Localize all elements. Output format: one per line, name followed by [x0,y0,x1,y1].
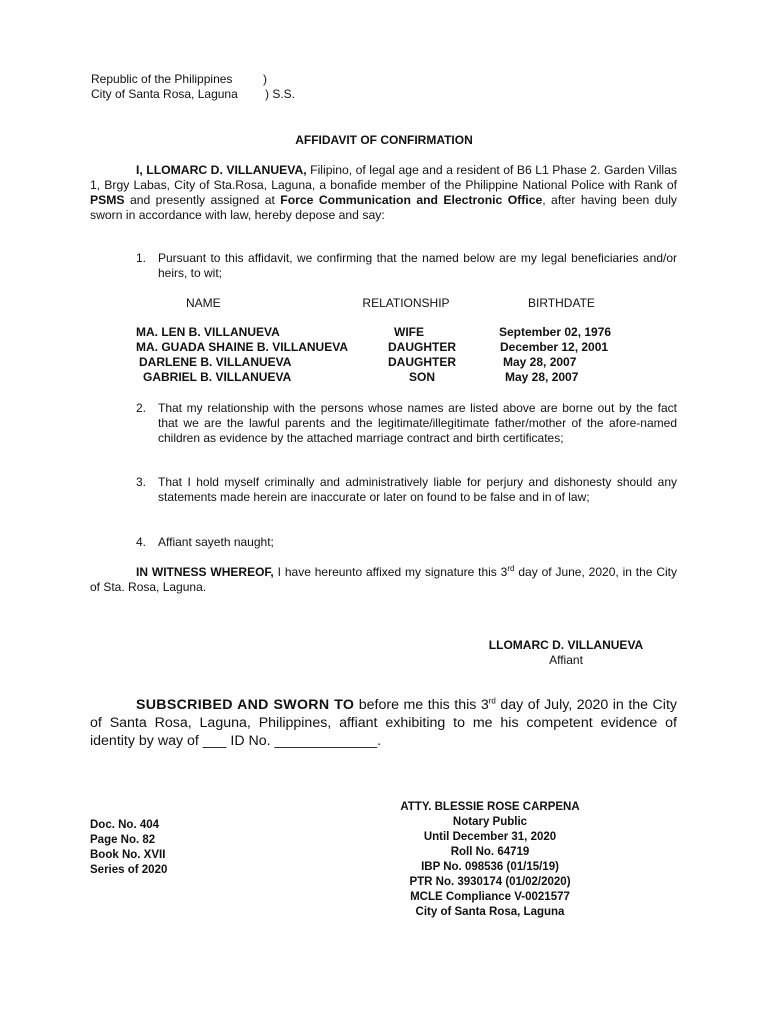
intro-text: Filipino, of legal age and a resident of B6 L1 Phase 2. Garden Villas 1, Brgy Labas, City of Sta.Rosa, Laguna, a bonafide member of the Philippine National Police with Rank of [90,163,677,192]
notary-name: ATTY. BLESSIE ROSE CARPENA [400,801,580,813]
venue-country: Republic of the Philippines [91,72,233,86]
witness-text: I have hereunto affixed my signature this 3 [273,565,508,579]
beneficiary-relationship: DAUGHTER [388,340,456,354]
beneficiary-birthdate: May 28, 2007 [503,355,577,369]
notary-city: City of Santa Rosa, Laguna [415,906,565,918]
affiant-name: LLOMARC D. VILLANUEVA [488,638,644,652]
notary-ibp: IBP No. 098536 (01/15/19) [421,861,559,873]
page-number: Page No. 82 [90,834,156,846]
beneficiaries-table [0,325,768,389]
list-item [136,251,677,281]
affiant-name-lead: I, LLOMARC D. VILLANUEVA, [136,163,307,177]
beneficiary-name: DARLENE B. VILLANUEVA [139,355,292,369]
intro-text: and presently assigned at [124,193,281,207]
item-text: That my relationship with the persons whose names are listed above are borne out by the fact that we are the lawful parents and the legitimate/illegitimate father/mother of the afore-named children as evidence by the attached marriage contract and birth certificates; [158,401,677,445]
jurat-text: before me this this 3 [354,697,489,713]
item-number: 2. [136,401,147,415]
venue-ss: ) S.S. [265,87,296,101]
jurat-text: ID No. [226,733,275,749]
beneficiary-relationship: WIFE [394,325,424,339]
venue-block [91,72,295,102]
item-text: That I hold myself criminally and administratively liable for perjury and dishonesty should any statements made herein are inaccurate or later on found to be false and in of law; [158,475,677,504]
witness-text: day of June, 2020, in the City of Sta. Rosa, Laguna. [90,565,678,594]
item-text: Affiant sayeth naught; [158,535,274,549]
beneficiary-relationship: DAUGHTER [388,355,456,369]
item-number: 4. [136,535,147,549]
header-name: NAME [186,296,221,310]
list-item [136,401,677,446]
header-birthdate: BIRTHDATE [528,296,595,310]
book-number: Book No. XVII [90,849,166,861]
jurat-ordinal: rd [488,696,496,706]
document-title: AFFIDAVIT OF CONFIRMATION [295,133,473,147]
notary-roll: Roll No. 64719 [450,846,530,858]
list-item [136,475,677,505]
id-number-blank: _____________ [274,733,378,749]
beneficiary-birthdate: September 02, 1976 [499,325,612,339]
office-text: Force Communication and Electronic Office [280,193,543,207]
notary-ptr: PTR No. 3930174 (01/02/2020) [409,876,571,888]
affiant-label: Affiant [549,653,583,667]
witness-lead: IN WITNESS WHEREOF, [136,565,274,579]
jurat-lead: SUBSCRIBED AND SWORN TO [136,697,355,713]
item-number: 1. [136,251,147,265]
beneficiary-relationship: SON [408,370,435,384]
jurat-text: day of July, 2020 in the City of Santa Rosa, Laguna, Philippines, affiant exhibiting to me his competent evidence of identity by way of [90,697,677,749]
witness-ordinal: rd [507,564,515,573]
document-info [90,818,167,878]
affiant-signature-block [481,638,651,668]
series-year: Series of 2020 [90,864,168,876]
beneficiary-birthdate: May 28, 2007 [505,370,579,384]
notary-commission: Until December 31, 2020 [423,831,557,843]
venue-bracket: ) [263,72,267,86]
notary-title: Notary Public [452,816,528,828]
beneficiary-name: MA. LEN B. VILLANUEVA [136,325,280,339]
witness-paragraph [90,565,677,595]
beneficiary-birthdate: December 12, 2001 [500,340,609,354]
venue-city: City of Santa Rosa, Laguna [91,87,238,101]
list-item [136,535,677,550]
item-text: Pursuant to this affidavit, we confirming that the named below are my legal beneficiaries and/or heirs, to wit; [158,251,677,280]
doc-number: Doc. No. 404 [90,819,160,831]
jurat-text: . [377,733,382,749]
intro-paragraph [90,163,677,223]
jurat-paragraph [90,696,677,750]
beneficiary-name: MA. GUADA SHAINE B. VILLANUEVA [136,340,349,354]
beneficiary-name: GABRIEL B. VILLANUEVA [143,370,292,384]
intro-text: , after having been duly sworn in accordance with law, hereby depose and say: [90,193,678,222]
id-type-blank: ___ [202,733,227,749]
notary-block [383,800,597,920]
notary-mcle: MCLE Compliance V-0021577 [410,891,570,903]
item-number: 3. [136,475,147,489]
rank-text: PSMS [90,193,125,207]
header-relationship: RELATIONSHIP [362,296,450,310]
